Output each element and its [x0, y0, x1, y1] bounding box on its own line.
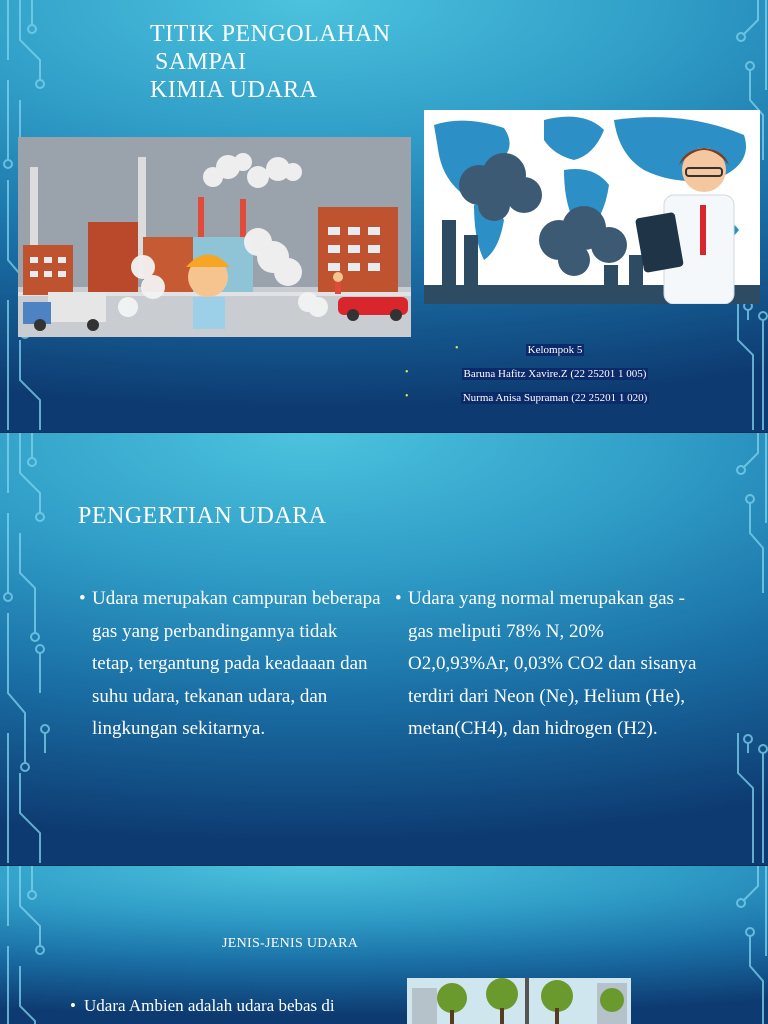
bullet-icon: • [405, 391, 409, 402]
circuit-decoration-left [0, 433, 80, 865]
presentation-title [150, 20, 391, 104]
group-name: Kelompok 5 [527, 344, 583, 356]
circuit-decoration-left [0, 866, 80, 1024]
composition-text: Udara yang normal merupakan gas - gas meliputi 78% N, 20% O2,0,93%Ar, 0,03% CO2 dan sisanya terdiri dari Neon (Ne), Helium (He), metan(CH4), dan hidrogen (H2). [408, 588, 697, 739]
bullet-icon: • [455, 343, 459, 354]
ambient-air-paragraph [70, 996, 335, 1016]
slide-title: PENGERTIAN UDARA [78, 503, 327, 529]
world-map-pollution-doctor-illustration [424, 110, 760, 304]
list-item [400, 388, 710, 412]
slide-title [0, 0, 768, 432]
slide-title: JENIS-JENIS UDARA [222, 936, 359, 951]
circuit-decoration-right [708, 433, 768, 865]
definition-paragraph [79, 583, 382, 746]
list-item [400, 364, 710, 388]
list-item [400, 340, 710, 364]
slide-air-types [0, 866, 768, 1024]
ambient-air-text: Udara Ambien adalah udara bebas di [84, 996, 335, 1015]
group-members-list [400, 340, 710, 412]
bullet-icon: • [395, 588, 402, 609]
member-name: Nurma Anisa Supraman (22 25201 1 020) [462, 392, 648, 404]
park-trees-illustration [407, 978, 631, 1024]
definition-text: Udara merupakan campuran beberapa gas yang perbandingannya tidak tetap, tergantung pada keadaaan dan suhu udara, tekanan udara, dan lingkungan sekitarnya. [92, 588, 381, 739]
title-line-3: KIMIA UDARA [150, 77, 318, 103]
slide-definition [0, 433, 768, 865]
bullet-icon: • [405, 367, 409, 378]
circuit-decoration-right [708, 866, 768, 1024]
bullet-icon: • [70, 996, 76, 1015]
bullet-icon: • [79, 588, 86, 609]
title-line-1: TITIK PENGOLAHAN [150, 21, 391, 47]
member-name: Baruna Hafitz Xavire.Z (22 25201 1 005) [463, 368, 647, 380]
factory-pollution-illustration [18, 137, 411, 337]
composition-paragraph [395, 583, 708, 746]
title-line-2: SAMPAI [155, 49, 247, 75]
